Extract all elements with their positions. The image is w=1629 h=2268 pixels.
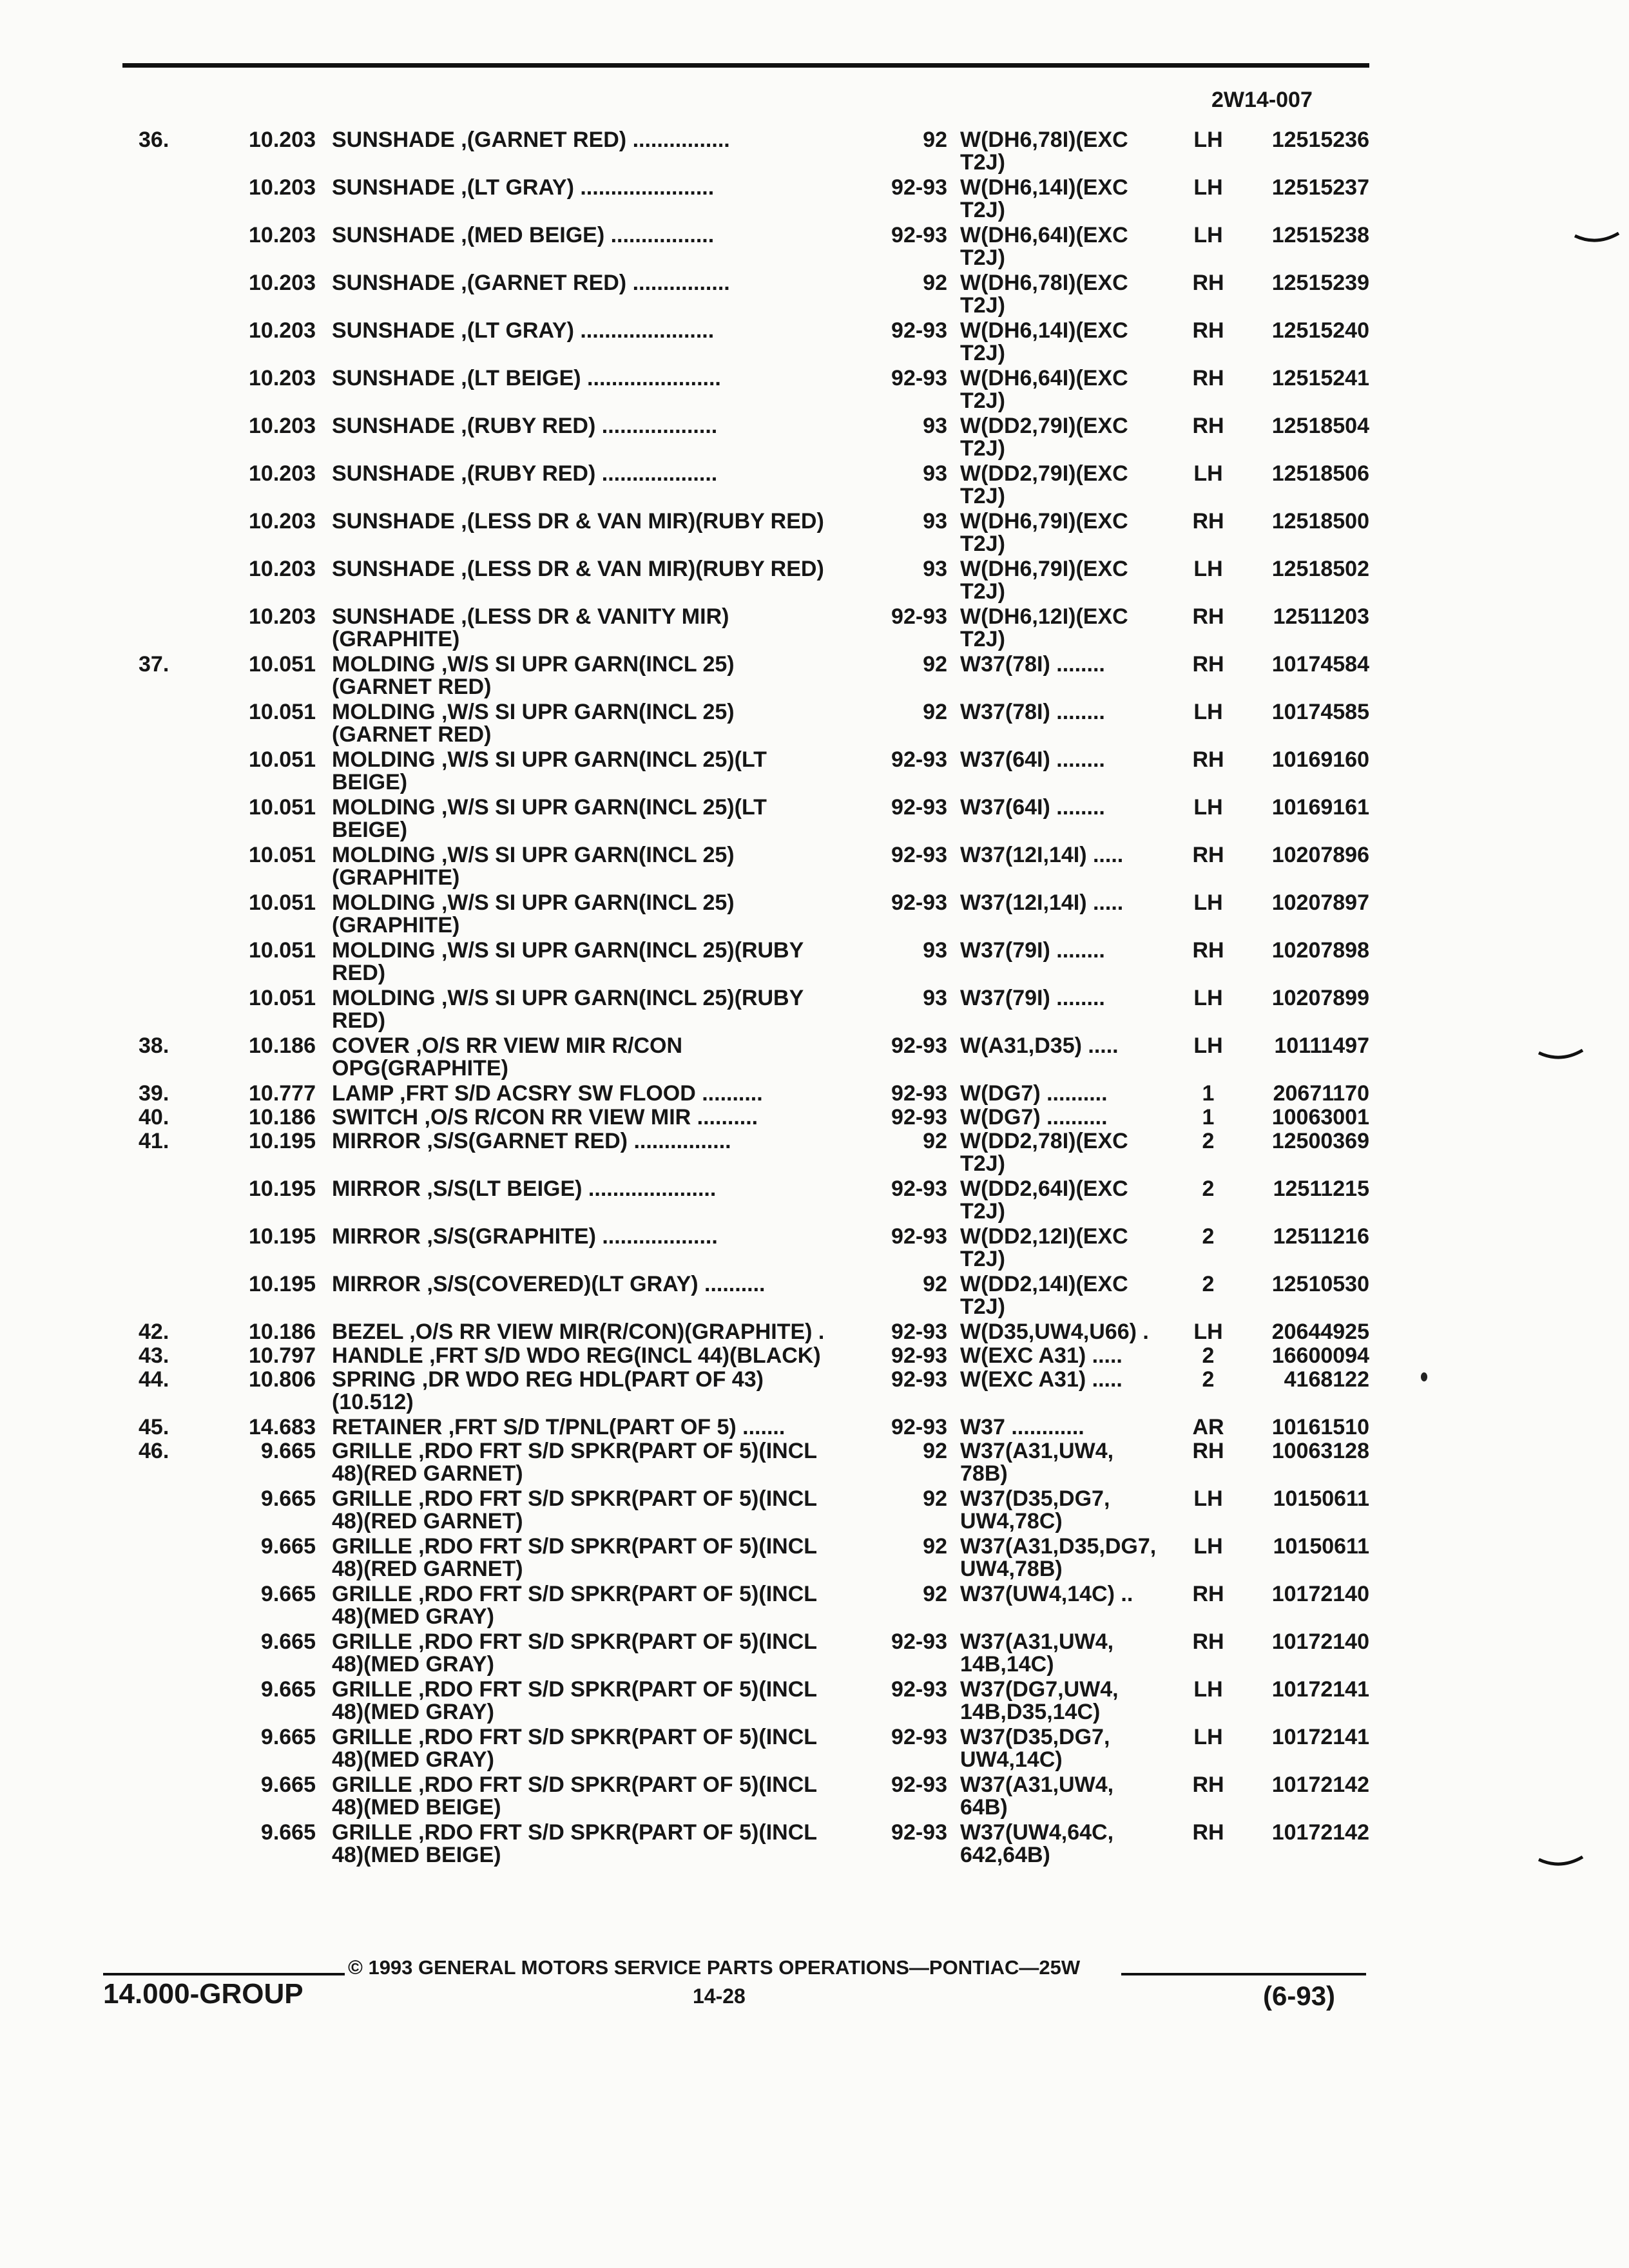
table-row	[0, 177, 1629, 224]
part-description: MOLDING ,W/S SI UPR GARN(INCL 25)(RUBY RED)	[332, 986, 804, 1033]
part-number: 12518504	[1271, 414, 1369, 438]
part-number: 12518506	[1271, 461, 1369, 486]
group-number: 9.665	[260, 1486, 316, 1511]
model-year: 92	[923, 128, 947, 152]
quantity: RH	[1192, 1773, 1224, 1797]
part-number: 10172140	[1271, 1582, 1369, 1606]
ref-number: 42.	[139, 1320, 169, 1344]
group-number: 9.665	[260, 1820, 316, 1845]
part-number: 10207899	[1271, 986, 1369, 1010]
model-year: 92	[923, 1439, 947, 1463]
part-description: SUNSHADE ,(MED BEIGE) .................	[332, 223, 715, 247]
quantity: AR	[1192, 1415, 1224, 1439]
table-row	[0, 749, 1629, 796]
model-year: 92-93	[891, 604, 947, 629]
ref-number: 36.	[139, 128, 169, 152]
part-number: 10169161	[1271, 795, 1369, 820]
part-number: 12511216	[1273, 1224, 1369, 1249]
quantity: LH	[1193, 1534, 1223, 1559]
usage-code: W37 ............	[960, 1415, 1084, 1439]
usage-code: W37(A31,D35,DG7, UW4,78B)	[960, 1534, 1157, 1581]
group-number: 10.051	[249, 795, 316, 820]
copyright-line: © 1993 GENERAL MOTORS SERVICE PARTS OPERATIONS—PONTIAC—25W	[348, 1956, 1081, 1979]
part-number: 20644925	[1271, 1320, 1369, 1344]
group-title: 14.000-GROUP	[103, 1978, 304, 2010]
usage-code: W37(12I,14I) .....	[960, 843, 1124, 867]
usage-code: W37(D35,DG7, UW4,78C)	[960, 1486, 1110, 1533]
part-description: MOLDING ,W/S SI UPR GARN(INCL 25) (GARNET RED)	[332, 700, 735, 747]
group-number: 10.203	[249, 223, 316, 247]
part-description: GRILLE ,RDO FRT S/D SPKR(PART OF 5)(INCL 48)(RED GARNET)	[332, 1534, 818, 1581]
check-mark-icon	[1537, 1856, 1584, 1870]
table-row	[0, 463, 1629, 510]
usage-code: W37(79I) ........	[960, 938, 1105, 963]
quantity: 2	[1202, 1272, 1215, 1296]
group-number: 10.195	[249, 1272, 316, 1296]
part-number: 10174585	[1271, 700, 1369, 724]
quantity: LH	[1193, 223, 1223, 247]
quantity: 2	[1202, 1224, 1215, 1249]
part-number: 12515236	[1271, 128, 1369, 152]
footer-rule-right	[1121, 1973, 1366, 1975]
table-row	[0, 1345, 1629, 1369]
part-number: 10172141	[1271, 1677, 1369, 1702]
model-year: 92-93	[891, 843, 947, 867]
model-year: 92-93	[891, 1367, 947, 1392]
quantity: RH	[1192, 1820, 1224, 1845]
table-row	[0, 1440, 1629, 1488]
group-number: 10.203	[249, 128, 316, 152]
part-number: 10111497	[1274, 1033, 1369, 1058]
part-number: 16600094	[1271, 1343, 1369, 1368]
part-number: 12500369	[1271, 1129, 1369, 1153]
usage-code: W(DD2,64I)(EXC T2J)	[960, 1177, 1128, 1224]
table-row	[0, 892, 1629, 939]
group-number: 9.665	[260, 1439, 316, 1463]
table-row	[0, 1416, 1629, 1440]
group-number: 10.203	[249, 509, 316, 533]
usage-code: W(DD2,78I)(EXC T2J)	[960, 1129, 1128, 1176]
usage-code: W(DH6,78I)(EXC T2J)	[960, 271, 1128, 318]
quantity: 2	[1202, 1129, 1215, 1153]
usage-code: W37(D35,DG7, UW4,14C)	[960, 1725, 1110, 1772]
table-row	[0, 1583, 1629, 1631]
model-year: 92	[923, 1582, 947, 1606]
quantity: LH	[1193, 986, 1223, 1010]
quantity: 1	[1202, 1081, 1215, 1106]
usage-code: W(DH6,64I)(EXC T2J)	[960, 366, 1128, 413]
part-description: SWITCH ,O/S R/CON RR VIEW MIR ..........	[332, 1105, 758, 1129]
model-year: 92-93	[891, 1224, 947, 1249]
model-year: 92-93	[891, 1105, 947, 1129]
group-number: 10.051	[249, 843, 316, 867]
usage-code: W(DD2,79I)(EXC T2J)	[960, 414, 1128, 461]
part-description: MOLDING ,W/S SI UPR GARN(INCL 25)(RUBY RED)	[332, 938, 804, 985]
table-row	[0, 1130, 1629, 1178]
usage-code: W(DH6,64I)(EXC T2J)	[960, 223, 1128, 270]
ref-number: 44.	[139, 1367, 169, 1392]
part-description: SUNSHADE ,(LESS DR & VANITY MIR) (GRAPHITE)	[332, 604, 729, 651]
part-description: MOLDING ,W/S SI UPR GARN(INCL 25) (GRAPHITE)	[332, 890, 735, 937]
quantity: LH	[1193, 175, 1223, 200]
table-row	[0, 1225, 1629, 1273]
model-year: 93	[923, 461, 947, 486]
table-row	[0, 796, 1629, 844]
table-row	[0, 272, 1629, 320]
page-number: 14-28	[693, 1984, 746, 2008]
table-row	[0, 1535, 1629, 1583]
part-number: 12511215	[1273, 1177, 1369, 1201]
group-number: 10.051	[249, 986, 316, 1010]
model-year: 92-93	[891, 175, 947, 200]
table-row	[0, 1678, 1629, 1726]
group-number: 10.203	[249, 271, 316, 295]
part-description: MOLDING ,W/S SI UPR GARN(INCL 25)(LT BEIGE)	[332, 795, 767, 842]
usage-code: W(DD2,79I)(EXC T2J)	[960, 461, 1128, 508]
part-description: MIRROR ,S/S(COVERED)(LT GRAY) ..........	[332, 1272, 766, 1296]
ref-number: 39.	[139, 1081, 169, 1106]
quantity: RH	[1192, 843, 1224, 867]
table-row	[0, 1488, 1629, 1535]
usage-code: W(D35,UW4,U66) .	[960, 1320, 1149, 1344]
part-number: 12511203	[1273, 604, 1369, 629]
group-number: 9.665	[260, 1534, 316, 1559]
ink-speck	[1421, 1372, 1427, 1381]
model-year: 92-93	[891, 1177, 947, 1201]
ref-number: 45.	[139, 1415, 169, 1439]
usage-code: W(EXC A31) .....	[960, 1343, 1123, 1368]
group-number: 9.665	[260, 1773, 316, 1797]
part-number: 10063001	[1271, 1105, 1369, 1129]
model-year: 92	[923, 652, 947, 677]
usage-code: W37(UW4,64C, 642,64B)	[960, 1820, 1114, 1867]
usage-code: W37(A31,UW4, 14B,14C)	[960, 1629, 1114, 1677]
group-number: 10.203	[249, 414, 316, 438]
usage-code: W37(78I) ........	[960, 700, 1105, 724]
table-row	[0, 701, 1629, 749]
part-number: 10207897	[1271, 890, 1369, 915]
quantity: LH	[1193, 1320, 1223, 1344]
usage-code: W(DH6,79I)(EXC T2J)	[960, 557, 1128, 604]
part-description: GRILLE ,RDO FRT S/D SPKR(PART OF 5)(INCL 48)(MED BEIGE)	[332, 1773, 818, 1820]
part-description: MIRROR ,S/S(GARNET RED) ................	[332, 1129, 731, 1153]
usage-code: W(DH6,14I)(EXC T2J)	[960, 318, 1128, 365]
check-mark-icon	[1574, 232, 1620, 246]
usage-code: W37(DG7,UW4, 14B,D35,14C)	[960, 1677, 1119, 1724]
group-number: 10.051	[249, 652, 316, 677]
quantity: RH	[1192, 509, 1224, 533]
part-description: SUNSHADE ,(LT BEIGE) ......................	[332, 366, 721, 390]
quantity: LH	[1193, 557, 1223, 581]
group-number: 10.203	[249, 318, 316, 343]
group-number: 9.665	[260, 1677, 316, 1702]
page-date: (6-93)	[1263, 1981, 1336, 2011]
table-row	[0, 987, 1629, 1035]
group-number: 9.665	[260, 1582, 316, 1606]
part-description: GRILLE ,RDO FRT S/D SPKR(PART OF 5)(INCL 48)(RED GARNET)	[332, 1439, 818, 1486]
part-description: GRILLE ,RDO FRT S/D SPKR(PART OF 5)(INCL 48)(MED GRAY)	[332, 1677, 818, 1724]
group-number: 10.806	[249, 1367, 316, 1392]
usage-code: W37(79I) ........	[960, 986, 1105, 1010]
part-number: 10161510	[1271, 1415, 1369, 1439]
group-number: 10.195	[249, 1224, 316, 1249]
ref-number: 40.	[139, 1105, 169, 1129]
model-year: 93	[923, 509, 947, 533]
table-row	[0, 1774, 1629, 1821]
part-description: LAMP ,FRT S/D ACSRY SW FLOOD ..........	[332, 1081, 763, 1106]
table-row	[0, 224, 1629, 272]
quantity: 1	[1202, 1105, 1215, 1129]
part-description: SUNSHADE ,(RUBY RED) ...................	[332, 461, 718, 486]
ref-number: 37.	[139, 652, 169, 677]
part-description: SUNSHADE ,(GARNET RED) ................	[332, 271, 730, 295]
quantity: RH	[1192, 1629, 1224, 1654]
usage-code: W37(64I) ........	[960, 747, 1105, 772]
table-row	[0, 1369, 1629, 1416]
quantity: RH	[1192, 604, 1224, 629]
usage-code: W37(78I) ........	[960, 652, 1105, 677]
quantity: LH	[1193, 1725, 1223, 1749]
model-year: 92	[923, 1272, 947, 1296]
quantity: LH	[1193, 128, 1223, 152]
quantity: RH	[1192, 414, 1224, 438]
part-description: COVER ,O/S RR VIEW MIR R/CON OPG(GRAPHITE)	[332, 1033, 683, 1081]
group-number: 10.195	[249, 1177, 316, 1201]
quantity: 2	[1202, 1177, 1215, 1201]
model-year: 92-93	[891, 1081, 947, 1106]
part-number: 12518502	[1271, 557, 1369, 581]
part-number: 12515238	[1271, 223, 1369, 247]
part-number: 12515240	[1271, 318, 1369, 343]
part-number: 10063128	[1271, 1439, 1369, 1463]
part-description: RETAINER ,FRT S/D T/PNL(PART OF 5) .......	[332, 1415, 786, 1439]
model-year: 92	[923, 271, 947, 295]
part-description: SPRING ,DR WDO REG HDL(PART OF 43) (10.512)	[332, 1367, 764, 1414]
usage-code: W(EXC A31) .....	[960, 1367, 1123, 1392]
ref-number: 38.	[139, 1033, 169, 1058]
model-year: 92-93	[891, 795, 947, 820]
quantity: RH	[1192, 271, 1224, 295]
model-year: 92	[923, 1129, 947, 1153]
top-rule	[122, 63, 1369, 68]
usage-code: W(DH6,14I)(EXC T2J)	[960, 175, 1128, 222]
quantity: LH	[1193, 1677, 1223, 1702]
model-year: 92-93	[891, 318, 947, 343]
part-description: MOLDING ,W/S SI UPR GARN(INCL 25) (GRAPHITE)	[332, 843, 735, 890]
quantity: RH	[1192, 652, 1224, 677]
ref-number: 41.	[139, 1129, 169, 1153]
quantity: LH	[1193, 700, 1223, 724]
page-code: 2W14-007	[1211, 88, 1313, 112]
usage-code: W37(12I,14I) .....	[960, 890, 1124, 915]
part-number: 10172142	[1271, 1773, 1369, 1797]
table-row	[0, 367, 1629, 415]
quantity: LH	[1193, 1486, 1223, 1511]
quantity: LH	[1193, 890, 1223, 915]
check-mark-icon	[1537, 1049, 1584, 1063]
table-row	[0, 1631, 1629, 1678]
table-row	[0, 1106, 1629, 1130]
quantity: RH	[1192, 1439, 1224, 1463]
part-number: 10207898	[1271, 938, 1369, 963]
part-description: SUNSHADE ,(LESS DR & VAN MIR)(RUBY RED)	[332, 509, 824, 533]
table-row	[0, 1273, 1629, 1321]
model-year: 93	[923, 986, 947, 1010]
table-row	[0, 1321, 1629, 1345]
part-description: SUNSHADE ,(LESS DR & VAN MIR)(RUBY RED)	[332, 557, 824, 581]
group-number: 10.051	[249, 700, 316, 724]
table-row	[0, 320, 1629, 367]
part-number: 20671170	[1273, 1081, 1369, 1106]
part-number: 10174584	[1271, 652, 1369, 677]
table-row	[0, 129, 1629, 177]
footer-rule-left	[103, 1973, 345, 1975]
part-description: GRILLE ,RDO FRT S/D SPKR(PART OF 5)(INCL 48)(MED GRAY)	[332, 1582, 818, 1629]
part-description: SUNSHADE ,(GARNET RED) ................	[332, 128, 730, 152]
usage-code: W(A31,D35) .....	[960, 1033, 1119, 1058]
quantity: LH	[1193, 461, 1223, 486]
quantity: RH	[1192, 938, 1224, 963]
group-number: 10.203	[249, 604, 316, 629]
model-year: 92-93	[891, 1677, 947, 1702]
part-number: 10169160	[1271, 747, 1369, 772]
model-year: 92-93	[891, 1343, 947, 1368]
quantity: RH	[1192, 1582, 1224, 1606]
quantity: LH	[1193, 795, 1223, 820]
usage-code: W37(A31,UW4, 78B)	[960, 1439, 1114, 1486]
part-number: 10150611	[1273, 1486, 1369, 1511]
quantity: RH	[1192, 747, 1224, 772]
quantity: 2	[1202, 1367, 1215, 1392]
model-year: 92	[923, 1534, 947, 1559]
usage-code: W37(64I) ........	[960, 795, 1105, 820]
part-number: 10172140	[1271, 1629, 1369, 1654]
usage-code: W(DD2,12I)(EXC T2J)	[960, 1224, 1128, 1271]
group-number: 10.797	[249, 1343, 316, 1368]
parts-table	[0, 129, 1629, 1869]
group-number: 10.195	[249, 1129, 316, 1153]
quantity: LH	[1193, 1033, 1223, 1058]
table-row	[0, 558, 1629, 606]
model-year: 92-93	[891, 366, 947, 390]
group-number: 10.203	[249, 366, 316, 390]
group-number: 9.665	[260, 1725, 316, 1749]
table-row	[0, 939, 1629, 987]
group-number: 10.051	[249, 890, 316, 915]
model-year: 92-93	[891, 747, 947, 772]
usage-code: W(DG7) ..........	[960, 1081, 1108, 1106]
part-description: MIRROR ,S/S(LT BEIGE) .....................	[332, 1177, 717, 1201]
part-description: HANDLE ,FRT S/D WDO REG(INCL 44)(BLACK)	[332, 1343, 821, 1368]
model-year: 92-93	[891, 223, 947, 247]
ref-number: 43.	[139, 1343, 169, 1368]
table-row	[0, 510, 1629, 558]
table-row	[0, 653, 1629, 701]
table-row	[0, 606, 1629, 653]
model-year: 93	[923, 414, 947, 438]
group-number: 10.051	[249, 938, 316, 963]
ref-number: 46.	[139, 1439, 169, 1463]
usage-code: W(DG7) ..........	[960, 1105, 1108, 1129]
usage-code: W(DH6,79I)(EXC T2J)	[960, 509, 1128, 556]
table-row	[0, 1821, 1629, 1869]
group-number: 14.683	[249, 1415, 316, 1439]
table-row	[0, 1035, 1629, 1082]
quantity: RH	[1192, 366, 1224, 390]
group-number: 9.665	[260, 1629, 316, 1654]
group-number: 10.186	[249, 1105, 316, 1129]
model-year: 92	[923, 1486, 947, 1511]
part-number: 12515237	[1271, 175, 1369, 200]
usage-code: W(DH6,12I)(EXC T2J)	[960, 604, 1128, 651]
part-description: MIRROR ,S/S(GRAPHITE) ...................	[332, 1224, 718, 1249]
part-number: 10172142	[1271, 1820, 1369, 1845]
model-year: 92	[923, 700, 947, 724]
model-year: 92-93	[891, 1725, 947, 1749]
part-description: GRILLE ,RDO FRT S/D SPKR(PART OF 5)(INCL 48)(MED GRAY)	[332, 1629, 818, 1677]
part-number: 10172141	[1271, 1725, 1369, 1749]
quantity: 2	[1202, 1343, 1215, 1368]
usage-code: W(DH6,78I)(EXC T2J)	[960, 128, 1128, 175]
table-row	[0, 1726, 1629, 1774]
part-number: 12518500	[1271, 509, 1369, 533]
group-number: 10.777	[249, 1081, 316, 1106]
part-number: 4168122	[1284, 1367, 1369, 1392]
model-year: 93	[923, 938, 947, 963]
group-number: 10.186	[249, 1320, 316, 1344]
model-year: 92-93	[891, 1629, 947, 1654]
group-number: 10.051	[249, 747, 316, 772]
model-year: 92-93	[891, 1320, 947, 1344]
group-number: 10.203	[249, 175, 316, 200]
table-row	[0, 1178, 1629, 1225]
usage-code: W37(UW4,14C) ..	[960, 1582, 1133, 1606]
table-row	[0, 1082, 1629, 1106]
part-description: SUNSHADE ,(RUBY RED) ...................	[332, 414, 718, 438]
part-number: 12510530	[1271, 1272, 1369, 1296]
model-year: 92-93	[891, 1415, 947, 1439]
model-year: 93	[923, 557, 947, 581]
part-number: 10207896	[1271, 843, 1369, 867]
part-number: 12515239	[1271, 271, 1369, 295]
part-description: GRILLE ,RDO FRT S/D SPKR(PART OF 5)(INCL 48)(MED GRAY)	[332, 1725, 818, 1772]
part-number: 12515241	[1271, 366, 1369, 390]
quantity: RH	[1192, 318, 1224, 343]
part-description: BEZEL ,O/S RR VIEW MIR(R/CON)(GRAPHITE) .	[332, 1320, 825, 1344]
part-description: MOLDING ,W/S SI UPR GARN(INCL 25) (GARNET RED)	[332, 652, 735, 699]
model-year: 92-93	[891, 1773, 947, 1797]
part-description: SUNSHADE ,(LT GRAY) ......................	[332, 175, 715, 200]
usage-code: W37(A31,UW4, 64B)	[960, 1773, 1114, 1820]
part-description: MOLDING ,W/S SI UPR GARN(INCL 25)(LT BEIGE)	[332, 747, 767, 794]
table-row	[0, 415, 1629, 463]
table-row	[0, 844, 1629, 892]
part-description: GRILLE ,RDO FRT S/D SPKR(PART OF 5)(INCL 48)(RED GARNET)	[332, 1486, 818, 1533]
model-year: 92-93	[891, 1033, 947, 1058]
part-number: 10150611	[1273, 1534, 1369, 1559]
group-number: 10.186	[249, 1033, 316, 1058]
part-description: SUNSHADE ,(LT GRAY) ......................	[332, 318, 715, 343]
model-year: 92-93	[891, 890, 947, 915]
group-number: 10.203	[249, 461, 316, 486]
model-year: 92-93	[891, 1820, 947, 1845]
usage-code: W(DD2,14I)(EXC T2J)	[960, 1272, 1128, 1319]
group-number: 10.203	[249, 557, 316, 581]
part-description: GRILLE ,RDO FRT S/D SPKR(PART OF 5)(INCL 48)(MED BEIGE)	[332, 1820, 818, 1867]
